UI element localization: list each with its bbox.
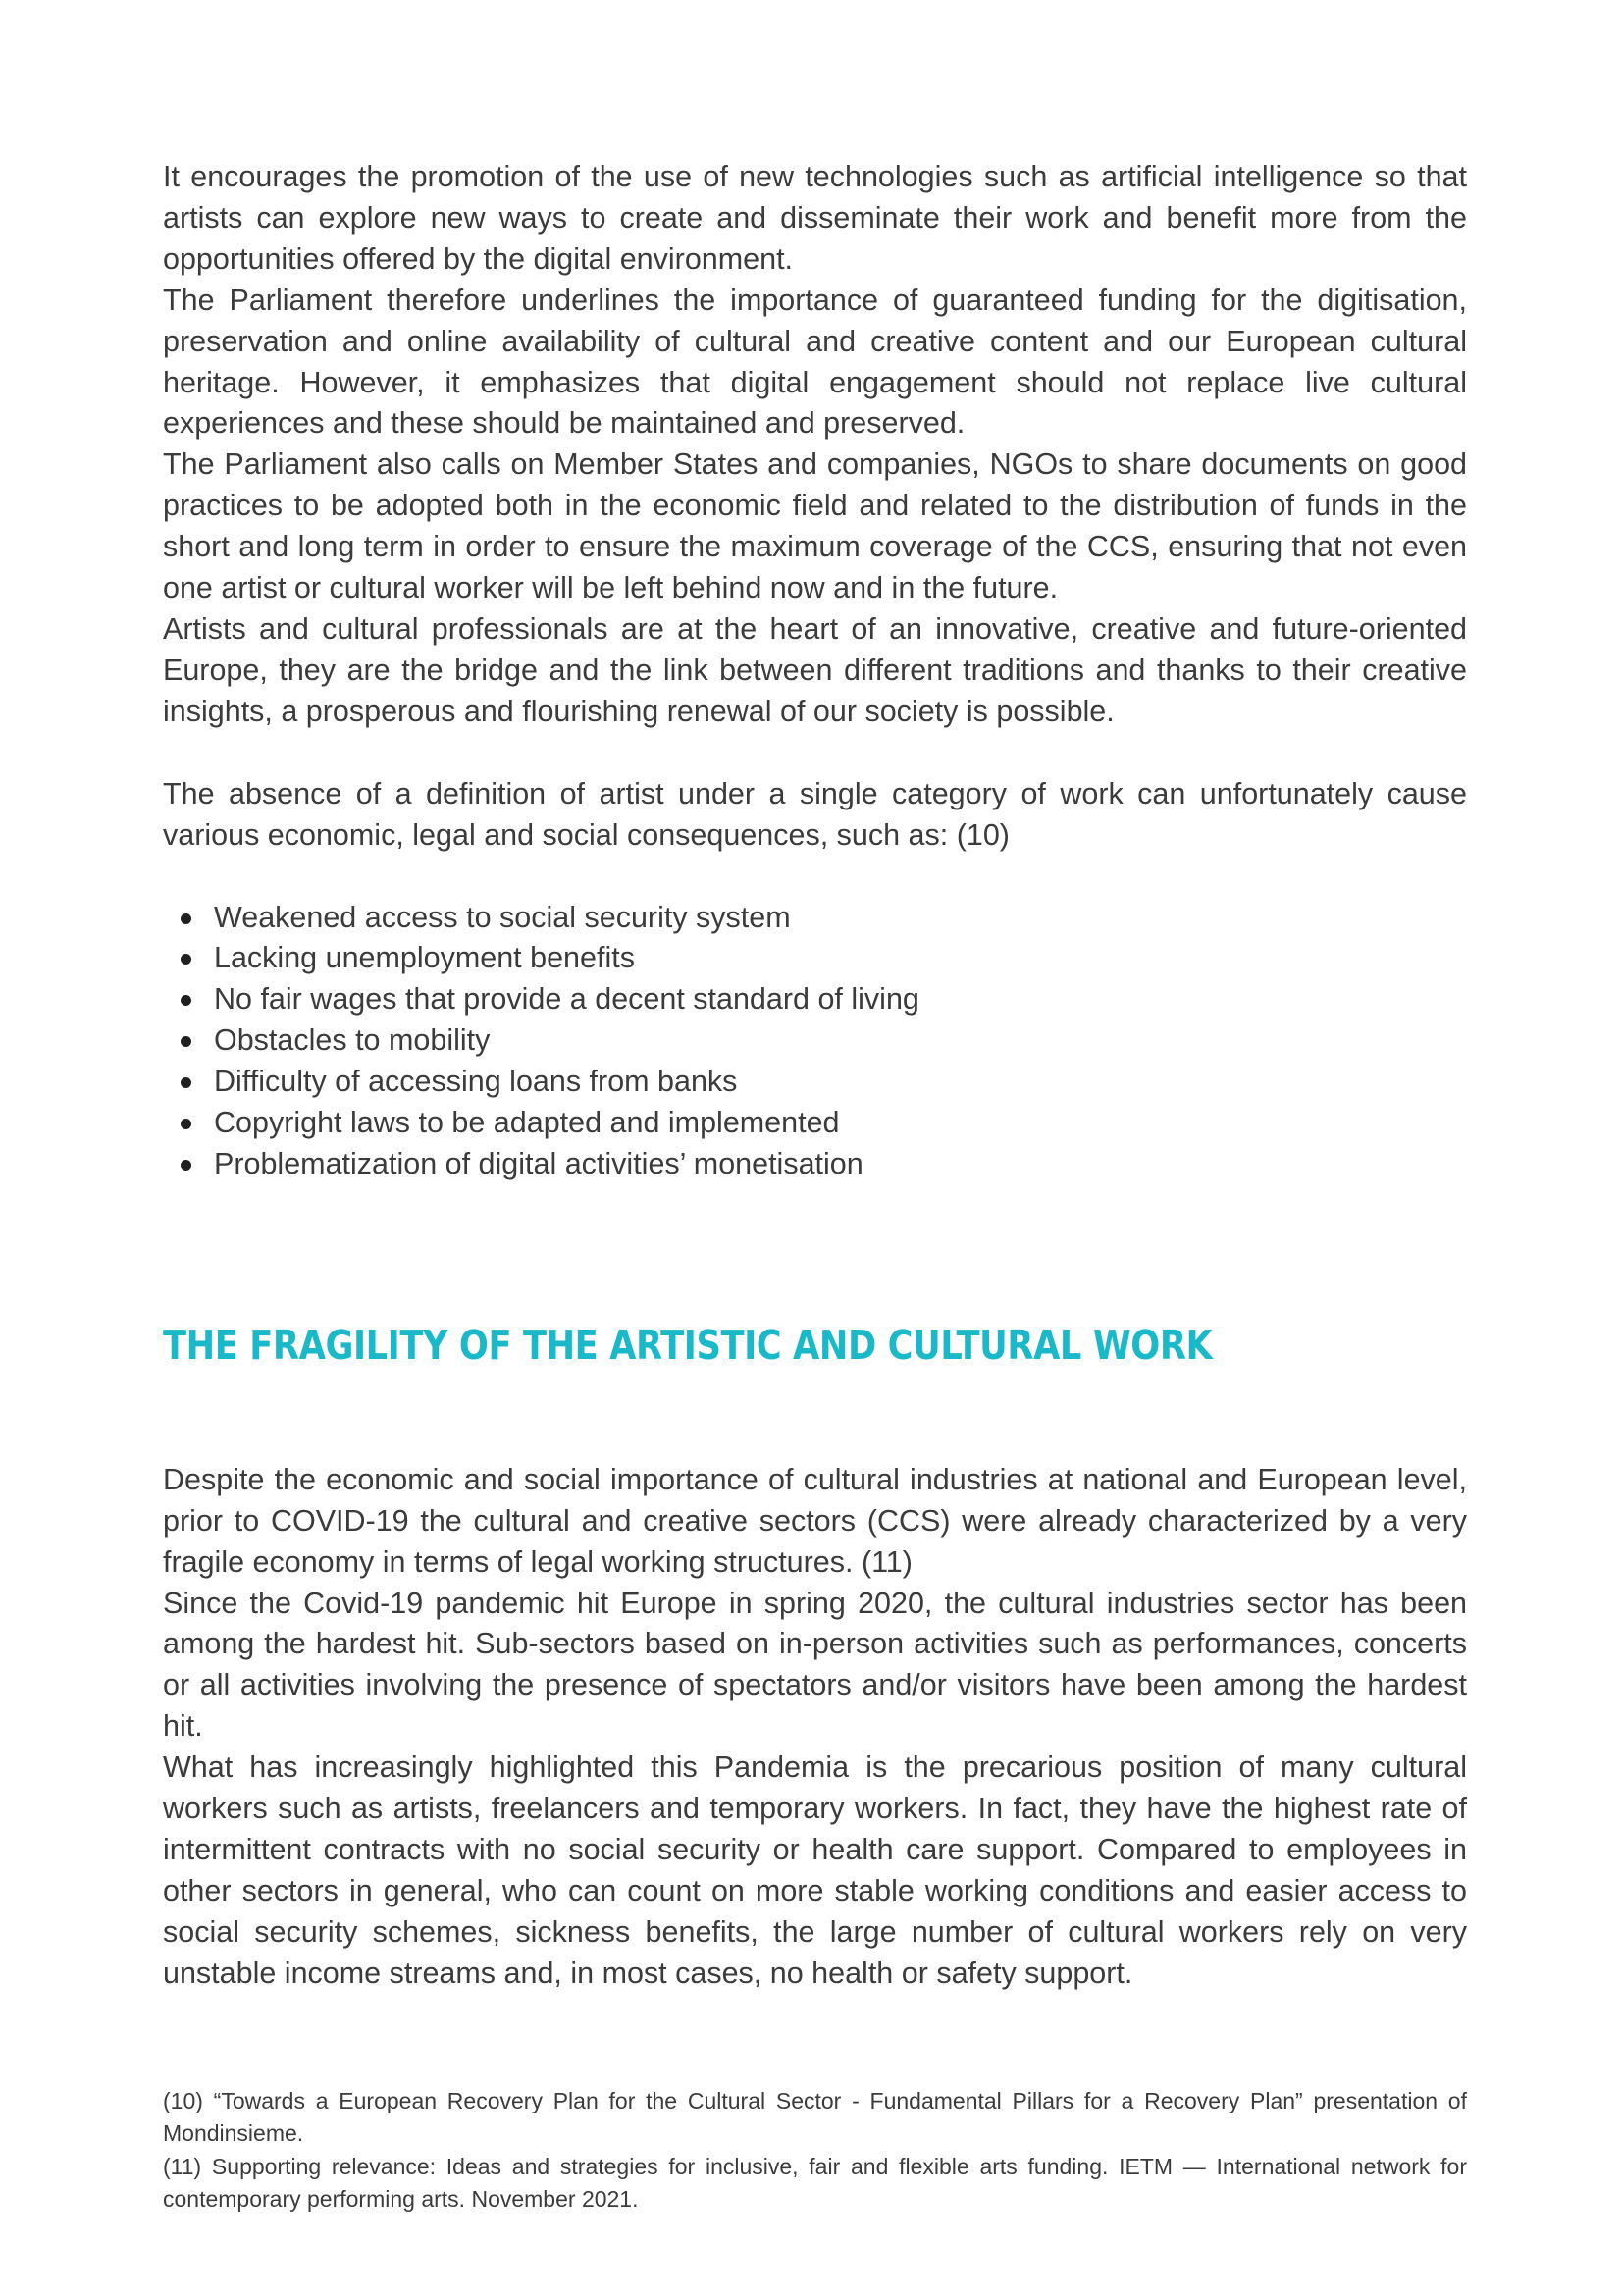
section-paragraph: Despite the economic and social importance of cultural industries at national and European level, prior to COVID-19 the cultural and creative sectors (CCS) were already characterized by a very fragile economy in terms of legal working structures. (11) <box>163 1462 1467 1579</box>
list-item-text: Obstacles to mobility <box>214 1023 491 1058</box>
section-paragraph: Since the Covid-19 pandemic hit Europe in spring 2020, the cultural industries sector has been among the hardest hit. Sub-sectors based on in-person activities such as performances, concerts or all activities involving the presence of spectators and/or visitors have been among the hardest hit. <box>163 1586 1467 1744</box>
footnote: (11) Supporting relevance: Ideas and strategies for inclusive, fair and flexible arts funding. IETM — International network for contemporary performing arts. November 2021. <box>163 2153 1467 2213</box>
intro-paragraph: It encourages the promotion of the use of new technologies such as artificial intelligence so that artists can explore new ways to create and disseminate their work and benefit more from the opportunities offered by the digital environment. <box>163 160 1467 276</box>
list-item <box>177 1144 1467 1185</box>
list-item <box>177 1103 1467 1144</box>
intro-paragraph: The Parliament also calls on Member States and companies, NGOs to share documents on good practices to be adopted both in the economic field and related to the distribution of funds in the short and long term in order to ensure the maximum coverage of the CCS, ensuring that not even one artist or cultural worker will be left behind now and in the future. <box>163 447 1467 605</box>
bullet-icon <box>181 1119 191 1129</box>
list-item <box>177 1020 1467 1062</box>
bullet-icon <box>181 995 191 1006</box>
list-item-text: Difficulty of accessing loans from banks <box>214 1065 738 1099</box>
consequences-intro: The absence of a definition of artist under a single category of work can unfortunately cause various economic, legal and social consequences, such as: (10) <box>163 776 1467 852</box>
footnotes <box>163 2085 1467 2217</box>
footnote: (10) “Towards a European Recovery Plan for the Cultural Sector - Fundamental Pillars for a Recovery Plan” presentation of Mondinsieme. <box>163 2087 1467 2147</box>
list-item <box>177 898 1467 939</box>
list-item <box>177 1062 1467 1103</box>
list-item-text: Copyright laws to be adapted and implemented <box>214 1106 840 1140</box>
intro-section <box>163 157 1467 733</box>
bullet-icon <box>181 913 191 924</box>
bullet-icon <box>181 1036 191 1047</box>
section-paragraph: What has increasingly highlighted this Pandemia is the precarious position of many cultural workers such as artists, freelancers and temporary workers. In fact, they have the highest rate of intermittent contracts with no social security or health care support. Compared to employees in other sectors in general, who can count on more stable working conditions and easier access to social security schemes, sickness benefits, the large number of cultural workers rely on very unstable income streams and, in most cases, no health or safety support. <box>163 1750 1467 1990</box>
document-page <box>163 157 1467 2217</box>
bullet-icon <box>181 1077 191 1088</box>
intro-paragraph: The Parliament therefore underlines the importance of guaranteed funding for the digitisation, preservation and online availability of cultural and creative content and our European cultural heritage. However, it emphasizes that digital engagement should not replace live cultural experiences and these should be maintained and preserved. <box>163 283 1467 441</box>
bullet-icon <box>181 954 191 965</box>
list-item-text: Problematization of digital activities’ monetisation <box>214 1146 863 1180</box>
consequences-list <box>163 898 1467 1185</box>
list-item-text: No fair wages that provide a decent standard of living <box>214 982 919 1017</box>
list-item-text: Lacking unemployment benefits <box>214 941 635 975</box>
list-item-text: Weakened access to social security system <box>214 900 791 934</box>
list-item <box>177 938 1467 979</box>
list-item <box>177 979 1467 1020</box>
intro-paragraph: Artists and cultural professionals are at the heart of an innovative, creative and future-oriented Europe, they are the bridge and the link between different traditions and thanks to their creative insights, a prosperous and flourishing renewal of our society is possible. <box>163 611 1467 728</box>
section-heading: THE FRAGILITY OF THE ARTISTIC AND CULTURAL WORK <box>163 1321 1213 1369</box>
fragility-section <box>163 1460 1467 1995</box>
bullet-icon <box>181 1160 191 1171</box>
